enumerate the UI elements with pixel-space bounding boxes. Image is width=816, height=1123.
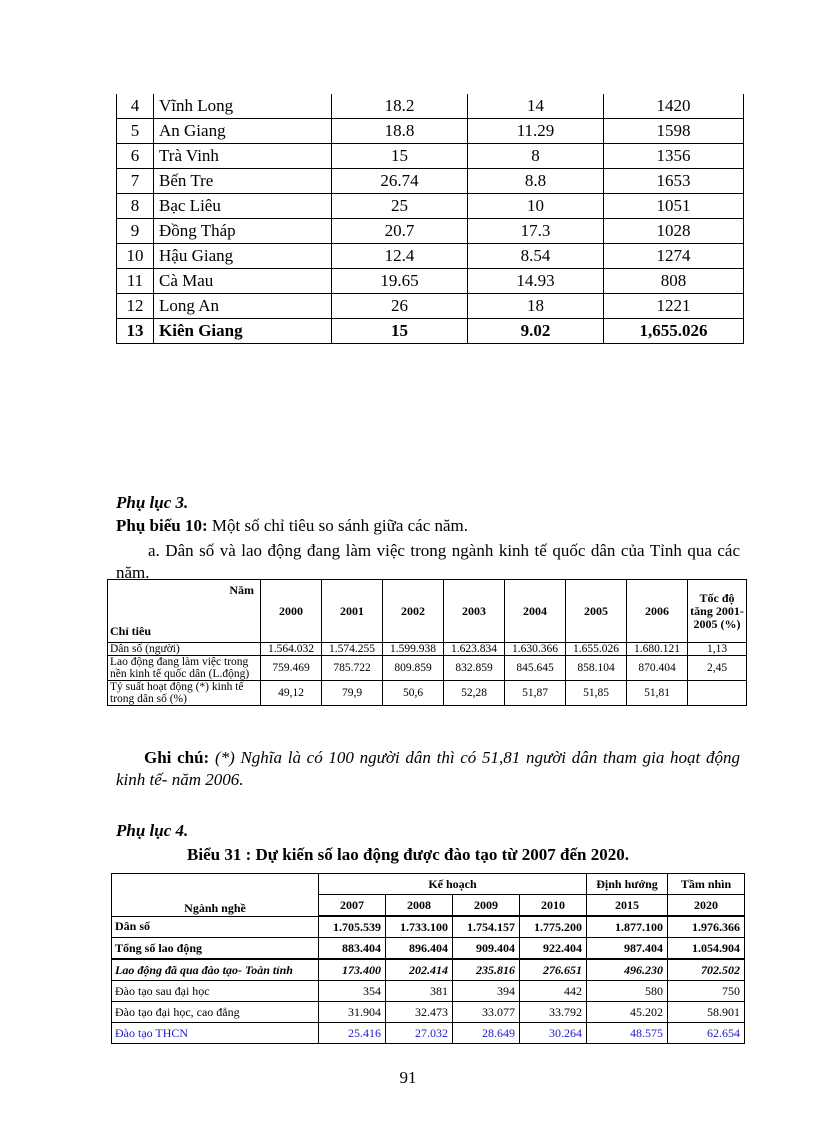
table3-row: Đào tạo đại học, cao đẳng 31.904 32.473 33.077 33.792 45.202 58.901 <box>112 1002 745 1023</box>
province-row: 9 Đồng Tháp 20.7 17.3 1028 <box>117 219 744 244</box>
table3-row: Lao động đã qua đào tạo- Toàn tỉnh 173.400 202.414 235.816 276.651 496.230 702.502 <box>112 959 745 981</box>
province-row: 7 Bến Tre 26.74 8.8 1653 <box>117 169 744 194</box>
rate-header: Tốc độ tăng 2001-2005 (%) <box>688 580 747 643</box>
province-row: 5 An Giang 18.8 11.29 1598 <box>117 119 744 144</box>
population-labor-table: Năm Chỉ tiêu 2000 2001 2002 2003 2004 2005 2006 Tốc độ tăng 2001-2005 (%) Dân số (người) 1.564.032 1.574.255 1.599.938 1.623.834 1.630.366 1.655.026 1.680.121 1,13 Lao động đang làm việc trong nền kinh tế quốc dân (L.động) 759.469 785.722 809.859 832.859 845.645 858.104 870.404 2,45 Tỷ suất hoạt động (*) kinh tế trong dân số (%) 49,12 79,9 50,6 52,28 51,87 51,85 51,81 <box>107 579 747 706</box>
table2-row: Tỷ suất hoạt động (*) kinh tế trong dân số (%) 49,12 79,9 50,6 52,28 51,87 51,85 51,81 <box>108 681 747 706</box>
province-row: 12 Long An 26 18 1221 <box>117 294 744 319</box>
province-row: 6 Trà Vinh 15 8 1356 <box>117 144 744 169</box>
table3-row: Tổng số lao động 883.404 896.404 909.404 922.404 987.404 1.054.904 <box>112 938 745 960</box>
province-row: 8 Bạc Liêu 25 10 1051 <box>117 194 744 219</box>
table2-row: Dân số (người) 1.564.032 1.574.255 1.599.938 1.623.834 1.630.366 1.655.026 1.680.121 1,13 <box>108 643 747 656</box>
page-number: 91 <box>399 1068 417 1087</box>
table3-row: Đào tạo THCN 25.416 27.032 28.649 30.264 48.575 62.654 <box>112 1023 745 1044</box>
province-table <box>116 94 744 344</box>
appendix3-subtitle: Phụ biểu 10: Một số chỉ tiêu so sánh giữa các năm. <box>116 516 469 535</box>
appendix3-title: Phụ lục 3. <box>116 493 189 512</box>
table3-col-label: Ngành nghề <box>112 874 319 917</box>
table2-corner: Năm Chỉ tiêu <box>108 580 261 643</box>
province-row: 10 Hậu Giang 12.4 8.54 1274 <box>117 244 744 269</box>
province-row: 11 Cà Mau 19.65 14.93 808 <box>117 269 744 294</box>
vision-header: Tầm nhìn <box>668 874 745 895</box>
table3-row: Đào tạo sau đại học 354 381 394 442 580 750 <box>112 981 745 1002</box>
appendix4-heading: Biểu 31 : Dự kiến số lao động được đào tạo từ 2007 đến 2020. <box>187 845 629 864</box>
training-forecast-table: Ngành nghề Kế hoạch Định hướng Tầm nhìn 2007 2008 2009 2010 2015 2020 Dân số 1.705.539 1.733.100 1.754.157 1.775.200 1.877.100 1.976.366 Tổng số lao động 883.404 896.404 909.404 922.404 987.404 1.054.904 Lao động đã qua đào tạo- Toàn tỉnh 173.400 202.414 235.816 276.651 496.230 702.502 Đào tạo sau đại học 354 381 394 442 580 750 Đào tạo đại học, cao đẳng 31.904 32.473 33.077 33.792 45.202 58.901 Đào tạo THCN 25.416 27.032 28.649 30.264 48.575 62.654 <box>111 873 745 1044</box>
orient-header: Định hướng <box>587 874 668 895</box>
appendix3-paragraph: a. Dân số và lao động đang làm việc trong ngành kinh tế quốc dân của Tỉnh qua các năm. <box>116 541 740 582</box>
plan-header: Kế hoạch <box>319 874 587 895</box>
appendix4-title: Phụ lục 4. <box>116 821 189 840</box>
province-row: 4 Vĩnh Long 18.2 14 1420 <box>117 94 744 119</box>
table3-row: Dân số 1.705.539 1.733.100 1.754.157 1.775.200 1.877.100 1.976.366 <box>112 916 745 938</box>
province-row: 13 Kiên Giang 15 9.02 1,655.026 <box>117 319 744 344</box>
table2-row: Lao động đang làm việc trong nền kinh tế quốc dân (L.động) 759.469 785.722 809.859 832.859 845.645 858.104 870.404 2,45 <box>108 656 747 681</box>
note: Ghi chú: (*) Nghĩa là có 100 người dân thì có 51,81 người dân tham gia hoạt động kinh tế- năm 2006. <box>116 748 740 789</box>
